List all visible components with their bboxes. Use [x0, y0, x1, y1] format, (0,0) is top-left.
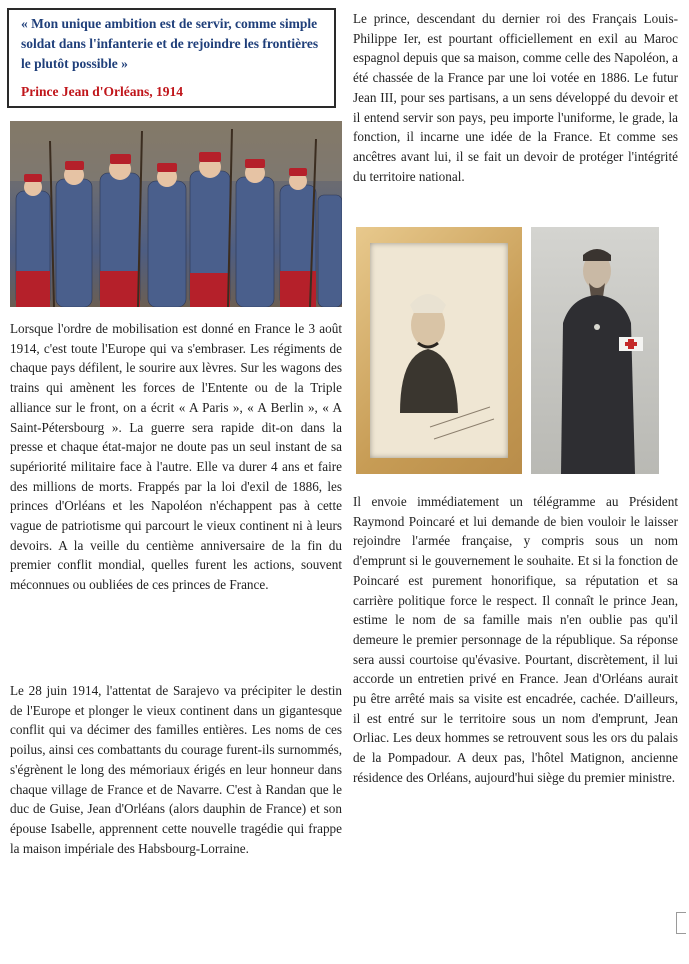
- paragraph-sarajevo: Le 28 juin 1914, l'attentat de Sarajevo va précipiter le destin de l'Europe et plonger le vieux continent dans un gigantesque conflit qui va décimer des familles entières. Les noms de ces poilus, ainsi ces combattants du courage furent-ils surnommés, s'égrènent le long des mémoriaux érigés en leur honneur dans chaque village de France et de Navarre. C'est à Randan que le duc de Guise, Jean d'Orléans (alors dauphin de France) et son épouse Isabelle, apprennent cette nouvelle tragédie qui frappe la maison impériale des Habsbourg-Lorraine.: [10, 683, 342, 856]
- paragraph-exile: Le prince, descendant du dernier roi des Français Louis-Philippe Ier, est pourtant officiellement en exil au Maroc espagnol depuis que sa maison, comme celle des Napoléon, a été chassée de la France par une loi votée en 1886. Le futur Jean III, pour ses partisans, a un sens développé du devoir et il entend servir son pays, peu importe l'uniforme, le grade, la fonction, il incarne une idée de la France. Et comme ses ancêtres avant lui, il se fait un devoir de protéger l'intégrité du territoire national.: [353, 11, 678, 184]
- quote-box: [7, 8, 336, 108]
- armband-portrait-photo: [531, 227, 659, 474]
- soldiers-photo: [10, 121, 342, 307]
- paragraph-mobilisation: Lorsque l'ordre de mobilisation est donné en France le 3 août 1914, c'est toute l'Europe qui va s'embraser. Les régiments de chaque pays défilent, le sourire aux lèvres. Sur les wagons des trains qui amènent les forces de l'Entente ou de la Triple alliance sur le front, on a écrit « A Paris », « A Berlin », « A Saint-Pétersbourg ». La guerre sera rapide dit-on dans la presse et chaque état-major ne doute pas un seul instant de sa supériorité militaire face à l'autre. Elle va durer 4 ans et faire des millions de morts. Frappés par la loi d'exil de 1886, les princes d'Orléans et les Napoléon n'échappent pas à cette vague de patriotisme qui parcourt le vieux continent ni à leurs devoirs. A la veille du centième anniversaire de la fin du premier conflit mondial, quelles furent les actions, souvent méconnues ou oubliées de ces princes de France.: [10, 321, 342, 593]
- quote-text: « Mon unique ambition est de servir, comme simple soldat dans l'infanterie et de rejoindre les frontières le plutôt possible »: [21, 16, 319, 71]
- quote-author: Prince Jean d'Orléans, 1914: [21, 84, 183, 99]
- framed-portrait-photo: [356, 227, 522, 474]
- paragraph-telegram: Il envoie immédiatement un télégramme au Président Raymond Poincaré et lui demande de bien vouloir le laisser rejoindre l'armée française, y compris sous un nom d'emprunt si le gouvernement le souhaite. Et si la fonction de Poincaré est purement honorifique, sa réputation et sa carrière politique force le respect. Il connaît le prince Jean, estime le nom de sa famille mais n'en oublie pas qu'il demeure le premier personnage de la république. Sa réponse sera aussi courtoise qu'évasive. Pourtant, discrètement, il lui accorde un entretien privé en France. Jean d'Orléans aurait pu être arrêté mais sa visite est encadrée, cachée. D'ailleurs, il est entré sur le territoire sous un nom d'emprunt, Jean Orliac. Les deux hommes se retrouvent sous les ors du palais de la Pompadour. A deux pas, l'hôtel Matignon, ancienne résidence des Orléans, aujourd'hui siège du premier ministre.: [353, 494, 678, 785]
- page-corner-mark: [676, 912, 686, 934]
